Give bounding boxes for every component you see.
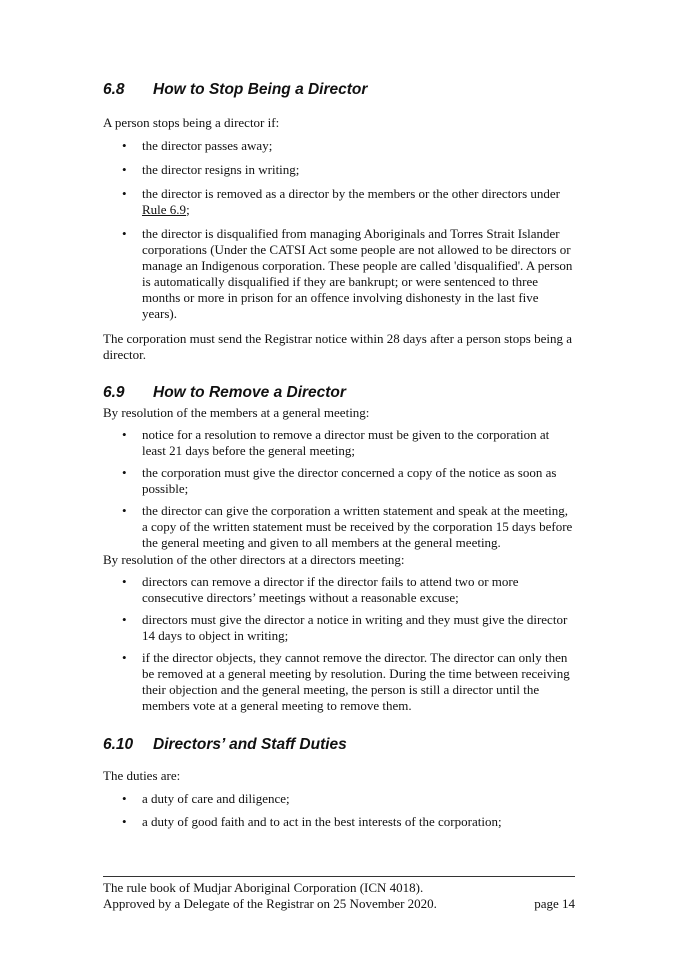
page-footer <box>103 876 575 912</box>
list-item: • notice for a resolution to remove a director must be given to the corporation at least 21 days before the general meeting; <box>103 427 575 459</box>
list-item-text: ; <box>186 202 190 217</box>
list-item: • a duty of care and diligence; <box>103 791 575 807</box>
list-item: • directors can remove a director if the director fails to attend two or more consecutive directors’ meetings without a reasonable excuse; <box>103 574 575 606</box>
paragraph-duties-intro: The duties are: <box>103 768 181 783</box>
page-content <box>103 80 575 830</box>
stop-conditions-list <box>103 138 575 322</box>
heading-6-9 <box>103 383 575 403</box>
paragraph-stop-intro: A person stops being a director if: <box>103 115 280 130</box>
list-item: • the corporation must give the director concerned a copy of the notice as soon as possible; <box>103 465 575 497</box>
footer-approval-line: Approved by a Delegate of the Registrar on 25 November 2020. <box>103 896 437 911</box>
list-item: • if the director objects, they cannot remove the director. The director can only then be removed at a general meeting by resolution. During the time between receiving their objection and the general meeting, the person is still a director until the members vote at a general meeting to remove them. <box>103 650 575 714</box>
heading-title: Directors’ and Staff Duties <box>153 736 347 753</box>
heading-title: How to Remove a Director <box>153 384 346 401</box>
paragraph-members-intro: By resolution of the members at a general meeting: <box>103 405 370 420</box>
directors-resolution-list <box>103 574 575 714</box>
list-item: • the director passes away; <box>103 138 575 154</box>
heading-6-8 <box>103 80 575 100</box>
paragraph-directors-intro: By resolution of the other directors at a directors meeting: <box>103 552 405 567</box>
heading-title: How to Stop Being a Director <box>153 81 368 98</box>
list-item: • a duty of good faith and to act in the best interests of the corporation; <box>103 814 575 830</box>
list-item <box>103 186 575 218</box>
page-number: page 14 <box>534 896 575 911</box>
list-item-text: the director is removed as a director by the members or the other directors under <box>142 186 561 201</box>
footer-approval-row <box>103 896 575 912</box>
list-item: • the director can give the corporation a written statement and speak at the meeting, a copy of the written statement must be received by the corporation 15 days before the general meeting and given to all members at the general meeting. <box>103 503 575 551</box>
heading-6-10 <box>103 735 575 755</box>
list-item: • directors must give the director a notice in writing and they must give the director 14 days to object in writing; <box>103 612 575 644</box>
rule-6-9-link[interactable]: Rule 6.9 <box>142 202 187 217</box>
footer-rulebook-line: The rule book of Mudjar Aboriginal Corporation (ICN 4018). <box>103 880 424 895</box>
heading-number: 6.9 <box>103 384 125 401</box>
list-item: • the director resigns in writing; <box>103 162 575 178</box>
heading-number: 6.8 <box>103 81 125 98</box>
members-resolution-list <box>103 427 575 551</box>
heading-number: 6.10 <box>103 736 134 753</box>
duties-list <box>103 791 575 830</box>
list-item: • the director is disqualified from managing Aboriginals and Torres Strait Islander corporations (Under the CATSI Act some people are not allowed to be directors or manage an Indigenous corporation. These people are called 'disqualified'. A person is automatically disqualified if they are bankrupt; or were sentenced to three months or more in prison for an offence involving dishonesty in the last five years). <box>103 226 575 322</box>
paragraph-stop-closing: The corporation must send the Registrar notice within 28 days after a person stops being a director. <box>103 331 572 362</box>
